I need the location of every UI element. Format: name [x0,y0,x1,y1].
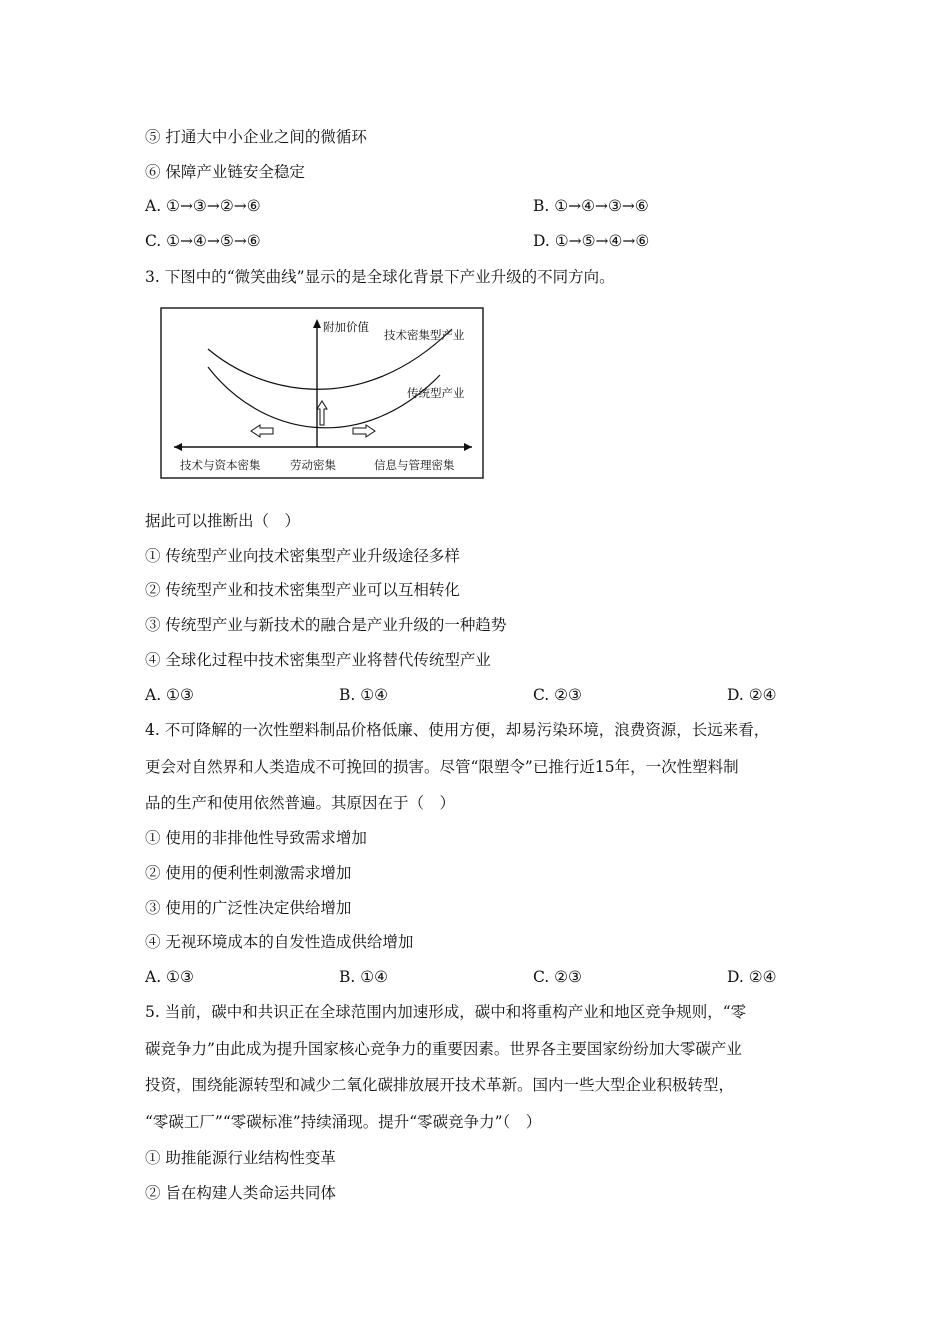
q3-prompt: 据此可以推断出（ ） [145,512,301,530]
upper-curve-label: 技术密集型产业 [384,328,465,342]
q4-item-1: ① 使用的非排他性导致需求增加 [145,829,367,847]
q4-option-a: A. ①③ [145,968,194,986]
q4-stem-line-1: 4. 不可降解的一次性塑料制品价格低廉、使用方便，却易污染环境，浪费资源，长远来看， [145,721,770,739]
x-label-left: 技术与资本密集 [180,458,261,472]
q3-option-a: A. ①③ [145,686,194,704]
q2-option-d: D. ①→⑤→④→⑥ [533,232,650,250]
q5-item-2: ② 旨在构建人类命运共同体 [145,1184,336,1202]
q2-item-6: ⑥ 保障产业链安全稳定 [145,163,305,181]
q4-option-d: D. ②④ [727,968,777,986]
q3-option-b: B. ①④ [339,686,389,704]
q2-option-c: C. ①→④→⑤→⑥ [145,232,261,250]
smile-curve-svg [160,307,484,479]
q3-item-4: ④ 全球化过程中技术密集型产业将替代传统型产业 [145,651,491,669]
q5-stem-line-4: “零碳工厂”“零碳标准”持续涌现。提升“零碳竞争力”（ ） [145,1113,542,1131]
x-label-middle: 劳动密集 [290,458,336,472]
q5-item-1: ① 助推能源行业结构性变革 [145,1149,336,1167]
q4-stem-line-3: 品的生产和使用依然普遍。其原因在于（ ） [145,794,456,812]
q2-option-a: A. ①→③→②→⑥ [145,197,261,215]
q4-stem-line-2: 更会对自然界和人类造成不可挽回的损害。尽管“限塑令”已推行近15年，一次性塑料制 [145,758,739,776]
q5-stem-line-2: 碳竞争力”由此成为提升国家核心竞争力的重要因素。世界各主要国家纷纷加大零碳产业 [145,1040,742,1058]
q4-item-4: ④ 无视环境成本的自发性造成供给增加 [145,933,414,951]
q3-stem: 3. 下图中的“微笑曲线”显示的是全球化背景下产业升级的不同方向。 [145,268,615,286]
q4-option-c: C. ②③ [533,968,582,986]
q3-item-1: ① 传统型产业向技术密集型产业升级途径多样 [145,547,460,565]
lower-curve-label: 传统型产业 [407,386,465,400]
q5-stem-line-1: 5. 当前，碳中和共识正在全球范围内加速形成，碳中和将重构产业和地区竞争规则，“零 [145,1003,747,1021]
x-label-right: 信息与管理密集 [374,458,455,472]
q4-item-2: ② 使用的便利性刺激需求增加 [145,864,352,882]
q4-item-3: ③ 使用的广泛性决定供给增加 [145,899,352,917]
smile-curve-figure [160,307,484,479]
q2-option-b: B. ①→④→③→⑥ [533,197,649,215]
q3-item-2: ② 传统型产业和技术密集型产业可以互相转化 [145,581,460,599]
q3-option-d: D. ②④ [727,686,777,704]
q5-stem-line-3: 投资，围绕能源转型和减少二氧化碳排放展开技术革新。国内一些大型企业积极转型， [145,1076,735,1094]
q4-option-b: B. ①④ [339,968,389,986]
q3-item-3: ③ 传统型产业与新技术的融合是产业升级的一种趋势 [145,616,507,634]
q2-item-5: ⑤ 打通大中小企业之间的微循环 [145,128,367,146]
y-axis-label: 附加价值 [323,320,369,334]
q3-option-c: C. ②③ [533,686,582,704]
